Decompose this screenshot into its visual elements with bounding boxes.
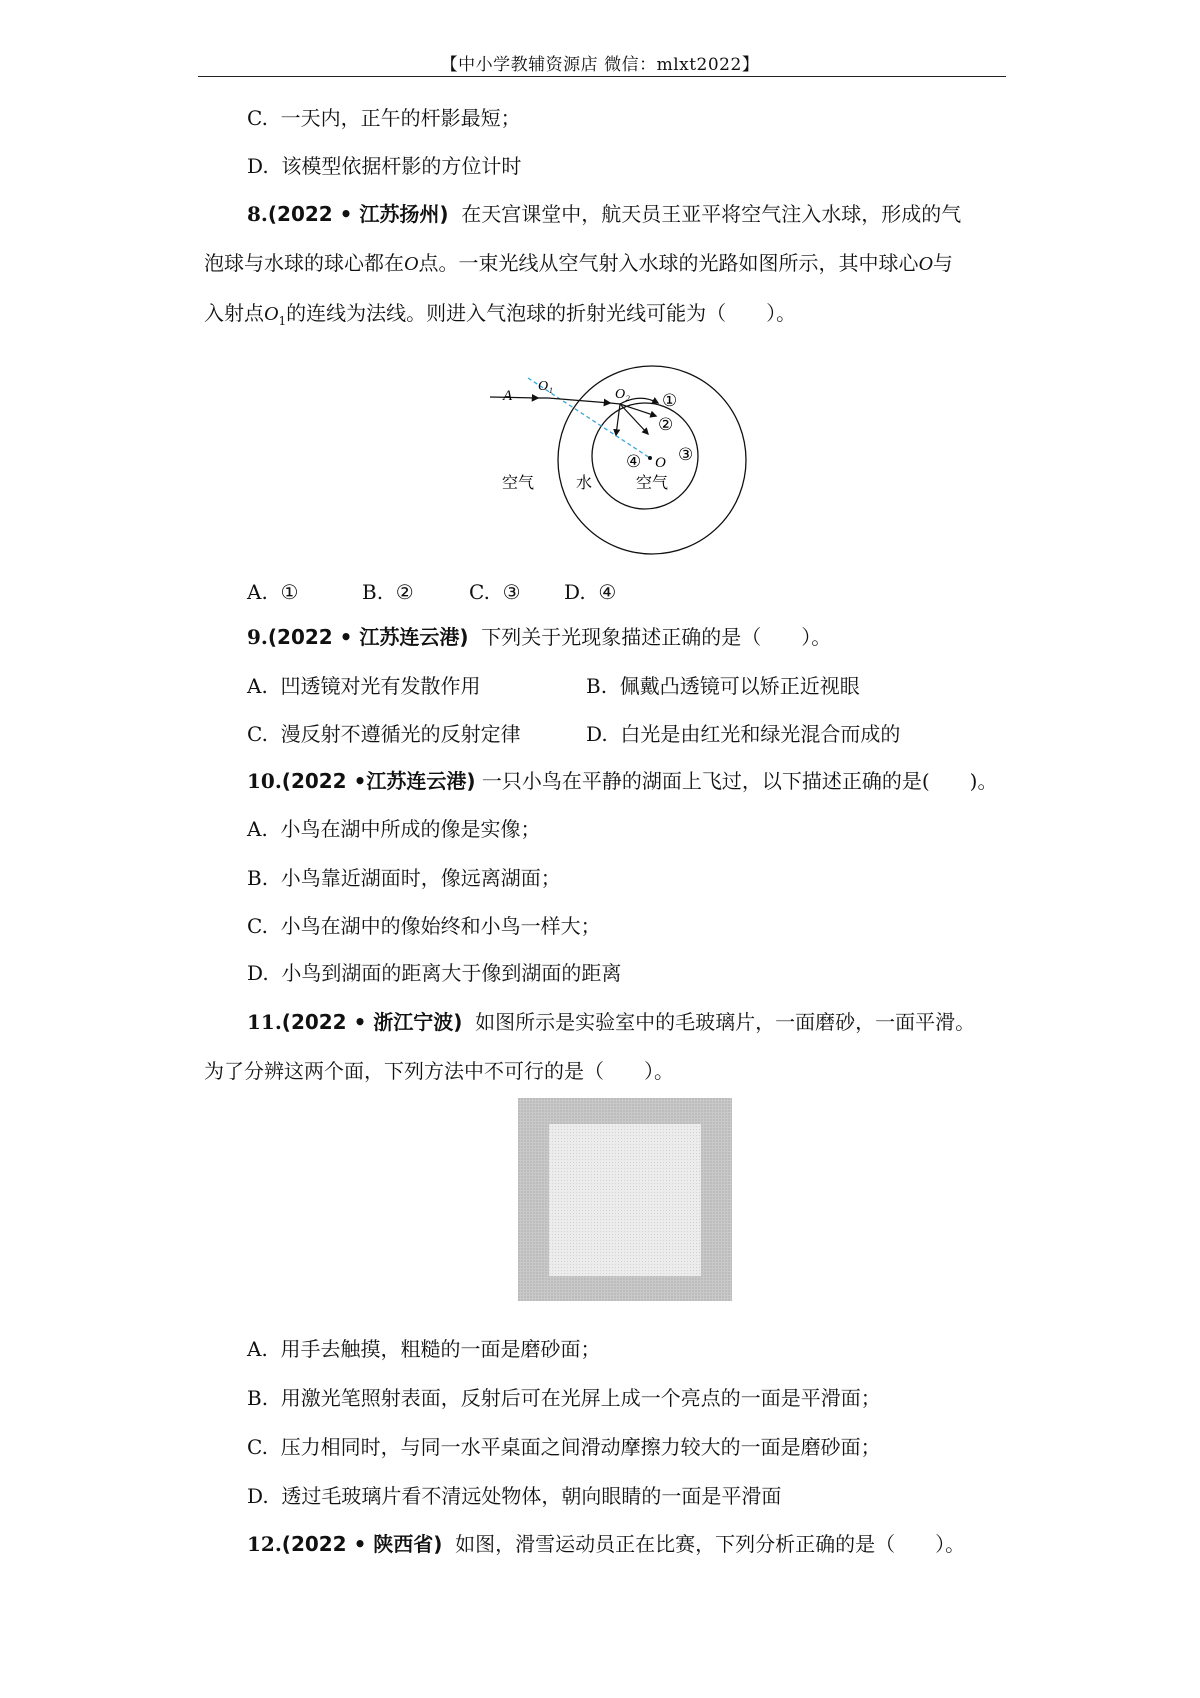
refracted-ray-tail	[610, 403, 620, 404]
option-text: 漫反射不遵循光的反射定律	[280, 722, 521, 746]
stem-part: 与	[932, 251, 953, 275]
option-text: 用激光笔照射表面，反射后可在光屏上成一个亮点的一面是平滑面；	[280, 1386, 881, 1410]
option-text: ①	[280, 580, 299, 604]
prev-option-c	[247, 108, 521, 128]
option-text: ④	[598, 580, 617, 604]
q8-option-c	[469, 582, 521, 602]
label-ray-2: ②	[658, 415, 674, 435]
q12-stem	[247, 1534, 965, 1554]
q8-option-b	[362, 582, 414, 602]
q11-option-b	[247, 1388, 881, 1408]
option-letter: C.	[247, 1435, 268, 1459]
q10-option-d	[247, 963, 621, 983]
label-o: O	[655, 455, 666, 471]
q11-option-c	[247, 1437, 881, 1457]
water-sphere	[558, 366, 746, 554]
question-stem: 如图，滑雪运动员正在比赛，下列分析正确的是（ ）。	[455, 1532, 966, 1556]
option-text: 该模型依据杆影的方位计时	[281, 154, 522, 178]
optics-diagram	[490, 355, 830, 555]
glass-center	[549, 1124, 701, 1276]
option-letter: B.	[247, 866, 269, 890]
option-text: 凹透镜对光有发散作用	[280, 674, 481, 698]
header-divider	[198, 76, 1006, 77]
question-source: (2022 • 江苏扬州)	[267, 202, 449, 226]
q8-option-a	[247, 582, 298, 602]
q8-line-1	[247, 204, 961, 224]
label-ray-4: ④	[626, 452, 642, 472]
option-letter: C.	[469, 580, 490, 604]
option-letter: B.	[362, 580, 384, 604]
question-stem: 一只小鸟在平静的湖面上飞过，以下描述正确的是( )。	[481, 769, 998, 793]
option-text: 透过毛玻璃片看不清远处物体，朝向眼睛的一面是平滑面	[281, 1484, 782, 1508]
question-number: 10.	[247, 769, 282, 793]
option-letter: C.	[247, 914, 268, 938]
label-ray-3: ③	[678, 445, 694, 465]
question-source: (2022 •江苏连云港)	[281, 769, 476, 793]
stem-part: 入射点	[204, 301, 264, 325]
frosted-glass-figure	[518, 1098, 732, 1301]
q11-option-d	[247, 1486, 781, 1506]
stem-part: 点。一束光线从空气射入水球的光路如图所示，其中球心	[418, 251, 919, 275]
prev-option-d	[247, 156, 521, 176]
o-symbol: O	[404, 253, 419, 275]
candidate-ray-4	[616, 404, 620, 435]
question-stem: 下列关于光现象描述正确的是（ ）。	[481, 625, 832, 649]
option-letter: A.	[247, 580, 268, 604]
option-letter: D.	[586, 722, 608, 746]
q11-line-1	[247, 1012, 975, 1032]
option-text: 小鸟在湖中所成的像是实像；	[280, 817, 541, 841]
option-letter: B.	[247, 1386, 269, 1410]
label-outer-air: 空气	[502, 473, 535, 492]
label-a: A	[503, 388, 513, 404]
page-header: 【中小学教辅资源店 微信：mlxt2022】	[440, 55, 760, 75]
option-text: 一天内，正午的杆影最短；	[280, 106, 521, 130]
question-stem: 在天宫课堂中，航天员王亚平将空气注入水球，形成的气	[461, 202, 962, 226]
option-text: 佩戴凸透镜可以矫正近视眼	[619, 674, 860, 698]
option-text: 小鸟靠近湖面时，像远离湖面；	[280, 866, 561, 890]
option-text: ②	[395, 580, 414, 604]
center-point	[648, 456, 652, 460]
q9-option-c	[247, 724, 521, 744]
o-symbol: O	[918, 253, 933, 275]
option-letter: A.	[247, 1337, 268, 1361]
option-text: 小鸟到湖面的距离大于像到湖面的距离	[281, 961, 622, 985]
refracted-ray	[548, 398, 610, 403]
label-ray-1: ①	[662, 391, 678, 411]
option-text: 用手去触摸，粗糙的一面是磨砂面；	[280, 1337, 601, 1361]
label-inner-air: 空气	[636, 473, 669, 492]
option-letter: C.	[247, 722, 268, 746]
question-number: 12.	[247, 1532, 282, 1556]
q10-stem	[247, 771, 997, 791]
option-letter: B.	[586, 674, 608, 698]
option-letter: C.	[247, 106, 268, 130]
q9-option-d	[586, 724, 900, 744]
label-o2: O₂	[615, 387, 630, 402]
q8-line-3	[204, 303, 796, 327]
label-water: 水	[576, 473, 593, 492]
q11-line-2: 为了分辨这两个面，下列方法中不可行的是（ ）。	[204, 1059, 674, 1083]
question-source: (2022 • 浙江宁波)	[281, 1010, 463, 1034]
q8-option-d	[564, 582, 616, 602]
question-number: 11.	[247, 1010, 282, 1034]
question-source: (2022 • 陕西省)	[281, 1532, 443, 1556]
question-number: 8.	[247, 202, 268, 226]
stem-part: 的连线为法线。则进入气泡球的折射光线可能为（ ）。	[286, 301, 797, 325]
question-number: 9.	[247, 625, 268, 649]
label-o1: O₁	[538, 379, 553, 394]
q10-option-c	[247, 916, 601, 936]
q9-option-b	[586, 676, 860, 696]
q11-option-a	[247, 1339, 601, 1359]
q9-stem	[247, 627, 831, 647]
q9-option-a	[247, 676, 481, 696]
o1-subscript: 1	[278, 314, 287, 328]
question-source: (2022 • 江苏连云港)	[267, 625, 469, 649]
option-text: 压力相同时，与同一水平桌面之间滑动摩擦力较大的一面是磨砂面；	[280, 1435, 881, 1459]
stem-part: 泡球与水球的球心都在	[204, 251, 404, 275]
question-stem: 如图所示是实验室中的毛玻璃片，一面磨砂，一面平滑。	[475, 1010, 976, 1034]
q10-option-a	[247, 819, 541, 839]
option-letter: D.	[247, 1484, 269, 1508]
q10-option-b	[247, 868, 561, 888]
option-letter: D.	[564, 580, 586, 604]
option-text: 白光是由红光和绿光混合而成的	[620, 722, 901, 746]
q8-line-2	[204, 253, 953, 274]
option-text: ③	[502, 580, 521, 604]
option-text: 小鸟在湖中的像始终和小鸟一样大；	[280, 914, 601, 938]
option-letter: D.	[247, 961, 269, 985]
incident-ray	[490, 397, 538, 398]
option-letter: A.	[247, 674, 268, 698]
option-letter: D.	[247, 154, 269, 178]
o-symbol: O	[264, 303, 279, 325]
option-letter: A.	[247, 817, 268, 841]
